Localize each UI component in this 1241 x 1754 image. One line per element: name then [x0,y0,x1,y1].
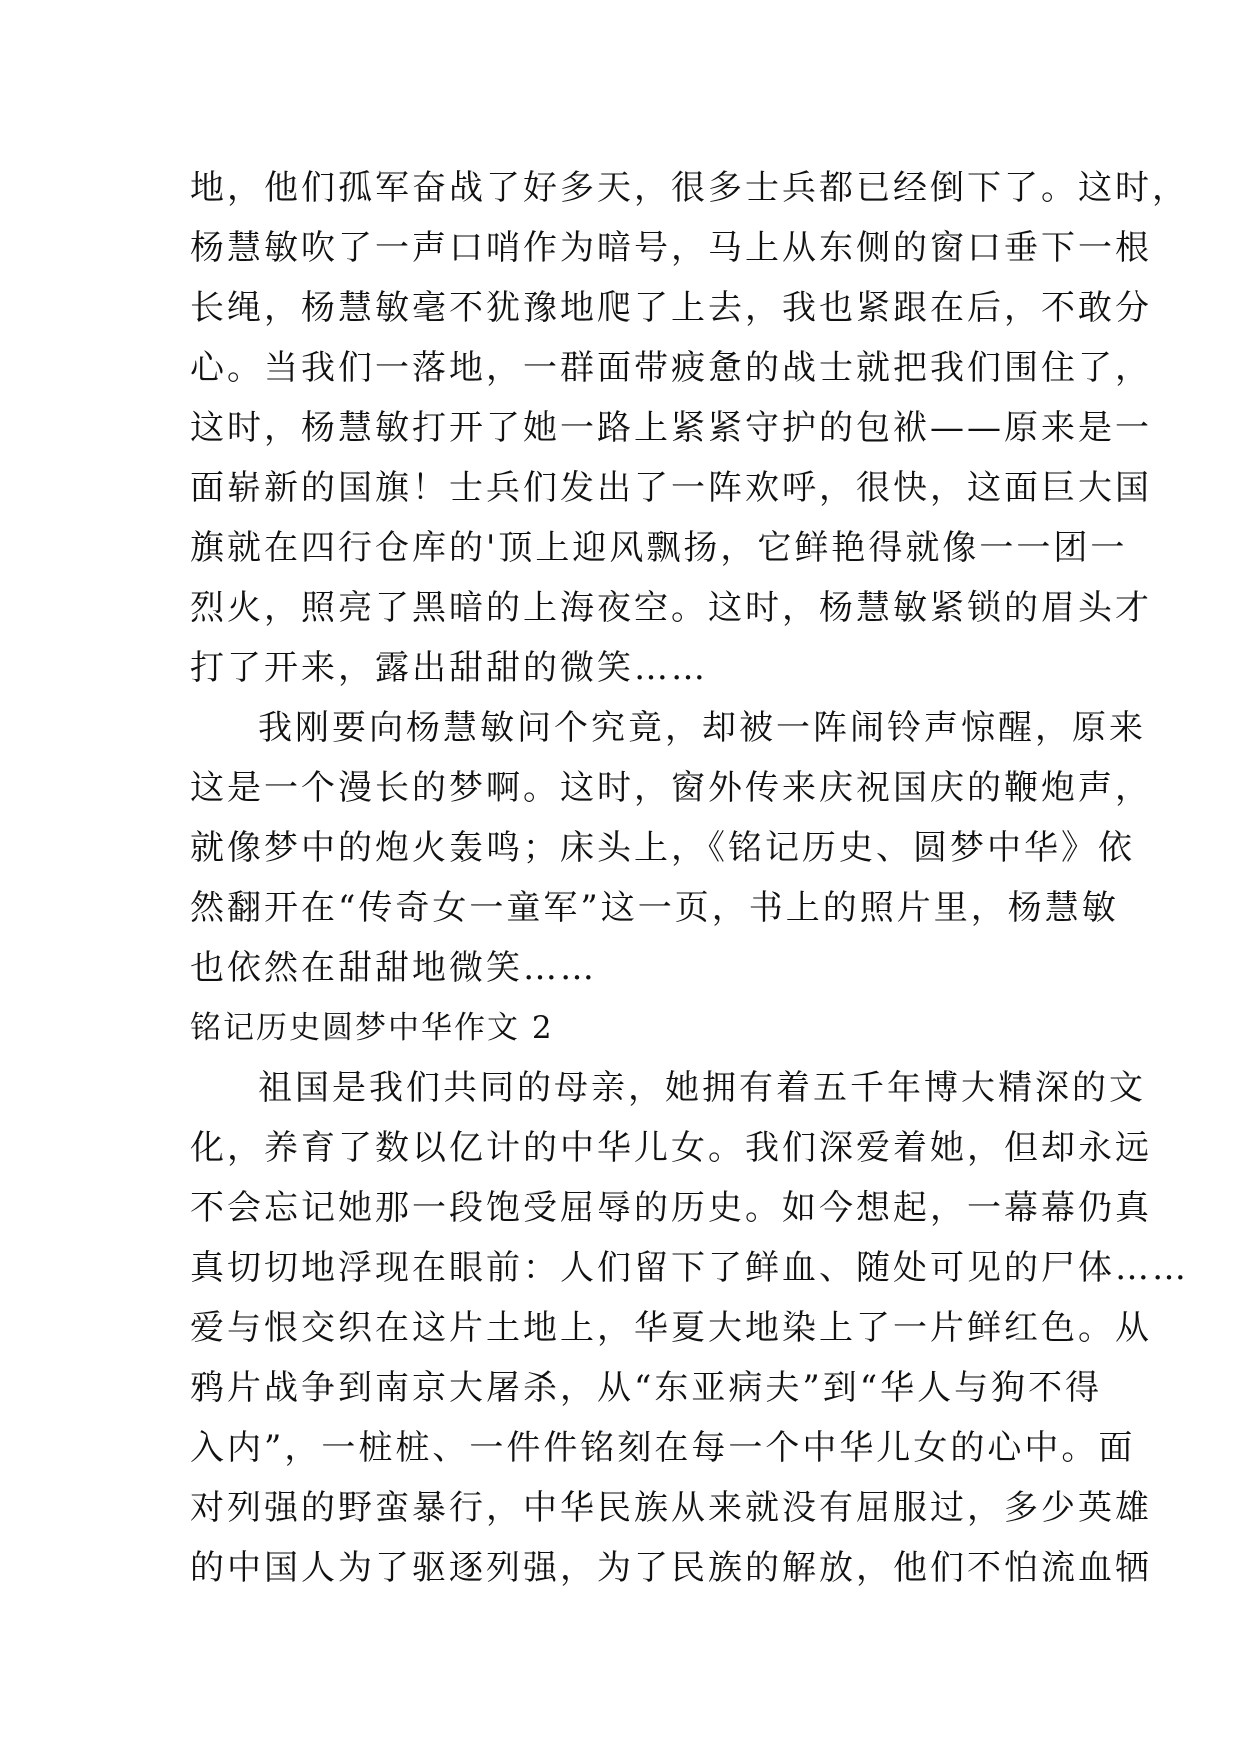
text-line: 爱与恨交织在这片土地上，华夏大地染上了一片鲜红色。从 [190,1308,1152,1348]
text-line: 鸦片战争到南京大屠杀，从“东亚病夫”到“华人与狗不得 [190,1368,1103,1408]
text-line: 这是一个漫长的梦啊。这时，窗外传来庆祝国庆的鞭炮声， [190,768,1152,808]
text-line: 杨慧敏吹了一声口哨作为暗号，马上从东侧的窗口垂下一根 [190,228,1152,268]
section-heading: 铭记历史圆梦中华作文 2 [190,1010,554,1046]
text-line: 我刚要向杨慧敏问个究竟，却被一阵闹铃声惊醒，原来 [258,708,1146,748]
text-line: 旗就在四行仓库的'顶上迎风飘扬，它鲜艳得就像一一团一 [190,528,1128,568]
text-line: 就像梦中的炮火轰鸣；床头上，《铭记历史、圆梦中华》依 [190,828,1135,868]
text-line: 真切切地浮现在眼前：人们留下了鲜血、随处可见的尸体…… [190,1248,1189,1288]
text-line: 打了开来，露出甜甜的微笑…… [190,648,708,688]
text-line: 心。当我们一落地，一群面带疲惫的战士就把我们围住了， [190,348,1152,388]
text-line: 烈火，照亮了黑暗的上海夜空。这时，杨慧敏紧锁的眉头才 [190,588,1152,628]
text-line: 面崭新的国旗！士兵们发出了一阵欢呼，很快，这面巨大国 [190,468,1152,508]
text-line: 地，他们孤军奋战了好多天，很多士兵都已经倒下了。这时， [190,168,1189,208]
text-line: 不会忘记她那一段饱受屈辱的历史。如今想起，一幕幕仍真 [190,1188,1152,1228]
text-line: 化，养育了数以亿计的中华儿女。我们深爱着她，但却永远 [190,1128,1152,1168]
text-line: 也依然在甜甜地微笑…… [190,948,597,988]
text-line: 祖国是我们共同的母亲，她拥有着五千年博大精深的文 [258,1068,1146,1108]
text-line: 对列强的野蛮暴行，中华民族从来就没有屈服过，多少英雄 [190,1488,1152,1528]
text-line: 然翻开在“传奇女一童军”这一页，书上的照片里，杨慧敏 [190,888,1119,928]
text-line: 的中国人为了驱逐列强，为了民族的解放，他们不怕流血牺 [190,1548,1152,1588]
text-line: 长绳，杨慧敏毫不犹豫地爬了上去，我也紧跟在后，不敢分 [190,288,1152,328]
text-line: 入内”，一桩桩、一件件铭刻在每一个中华儿女的心中。面 [190,1428,1136,1468]
text-line: 这时，杨慧敏打开了她一路上紧紧守护的包袱——原来是一 [190,408,1152,448]
